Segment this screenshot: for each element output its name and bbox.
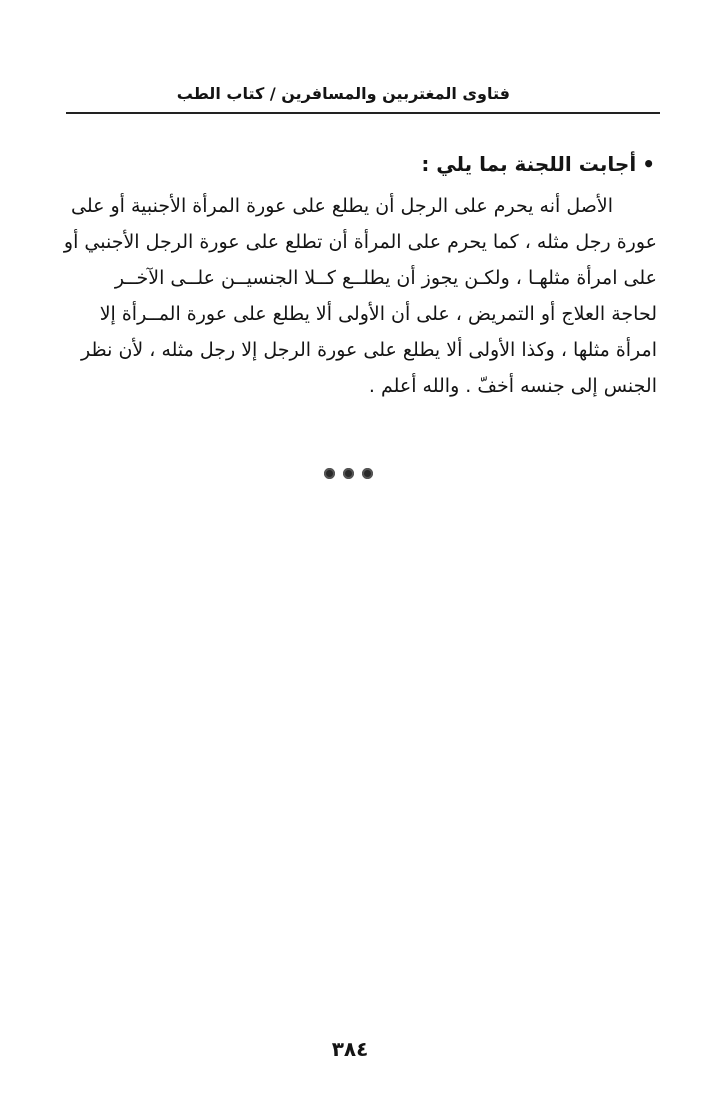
ornament-dot-icon xyxy=(343,468,354,479)
page-number: ٣٨٤ xyxy=(331,1037,369,1061)
section-separator xyxy=(324,468,373,479)
body-line: عورة رجل مثله ، كما يحرم على المرأة أن تطلع على عورة الرجل الأجنبي أو xyxy=(63,231,657,253)
answer-heading-text: أجابت اللجنة بما يلي : xyxy=(421,152,637,176)
body-line: لحاجة العلاج أو التمريض ، على أن الأولى ألا يطلع على عورة المــرأة إلا xyxy=(99,303,657,325)
body-line: على امرأة مثلهـا ، ولكـن يجوز أن يطلــع كــلا الجنسيــن علــى الآخــر xyxy=(114,267,657,289)
bullet-icon: • xyxy=(642,152,655,176)
answer-heading xyxy=(421,150,655,178)
answer-body xyxy=(54,188,657,404)
body-line: الأصل أنه يحرم على الرجل أن يطلع على عورة المرأة الأجنبية أو على xyxy=(70,195,613,217)
ornament-dot-icon xyxy=(324,468,335,479)
header-rule xyxy=(66,112,660,114)
body-line: الجنس إلى جنسه أخفّ . والله أعلم . xyxy=(368,375,657,397)
running-header: فتاوى المغتربين والمسافرين / كتاب الطب xyxy=(176,84,510,103)
ornament-dot-icon xyxy=(362,468,373,479)
body-line: امرأة مثلها ، وكذا الأولى ألا يطلع على عورة الرجل إلا رجل مثله ، لأن نظر xyxy=(81,339,657,361)
